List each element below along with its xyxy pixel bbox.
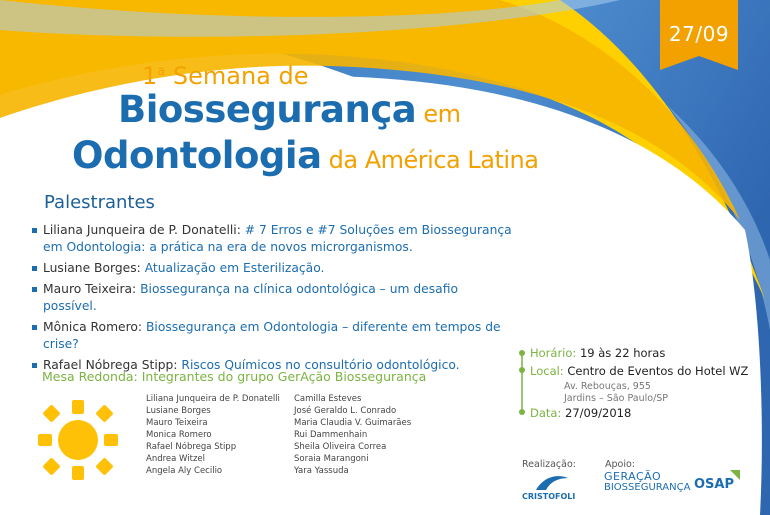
- title-line1: 1$^a$ Semana de: [142, 62, 309, 90]
- title-line2: Biossegurança em: [118, 88, 461, 131]
- local: Local: Centro de Eventos do Hotel WZ: [530, 364, 749, 378]
- members-column-1: Liliana Junqueira de P. Donatelli Lusiane Borges Mauro Teixeira Monica Romero Rafael Nóbrega Stipp Andrea Witzel Angela Aly Cecilio: [146, 394, 280, 476]
- list-item: Mauro Teixeira: Biossegurança na clínica odontológica – um desafio possível.: [32, 281, 512, 315]
- round-table-icon: [36, 398, 120, 482]
- biosseguranca-logo: BIOSSEGURANÇA: [604, 482, 691, 493]
- list-item: Mônica Romero: Biossegurança em Odontologia – diferente em tempos de crise?: [32, 319, 512, 353]
- horario: Horário: 19 às 22 horas: [530, 346, 666, 360]
- cristofoli-logo: CRISTOFOLI: [522, 492, 576, 501]
- list-item: Lusiane Borges: Atualização em Esterilização.: [32, 260, 512, 277]
- osap-logo: OSAP: [694, 477, 735, 492]
- list-item: Rafael Nóbrega Stipp: Riscos Químicos no consultório odontológico.: [32, 357, 512, 374]
- palestrantes-heading: Palestrantes: [44, 192, 155, 213]
- apoio-label: Apoio:: [605, 459, 635, 470]
- geracao-logo: GERAÇÃO: [604, 470, 662, 483]
- list-item: Liliana Junqueira de P. Donatelli: # 7 Erros e #7 Soluções em Biossegurança em Odontologia: a prática na era de novos microrganismos.: [32, 222, 512, 256]
- mesa-redonda-heading: Mesa Redonda: Integrantes do grupo GerAção Biossegurança: [42, 369, 427, 384]
- date-badge: 27/09: [668, 22, 730, 46]
- members-column-2: Camilla Esteves José Geraldo L. Conrado Maria Claudia V. Guimarães Rui Dammenhain Sheila Oliveira Correa Soraia Marangoni Yara Yassuda: [294, 394, 412, 476]
- cristofoli-logo-icon: [530, 472, 574, 492]
- realizacao-label: Realização:: [522, 459, 576, 470]
- timeline-icon: [518, 350, 530, 416]
- address: Av. Rebouças, 955 Jardins – São Paulo/SP: [564, 381, 669, 404]
- data: Data: 27/09/2018: [530, 406, 632, 420]
- speakers-list: [32, 222, 512, 378]
- title-line3: Odontologia da América Latina: [72, 134, 539, 177]
